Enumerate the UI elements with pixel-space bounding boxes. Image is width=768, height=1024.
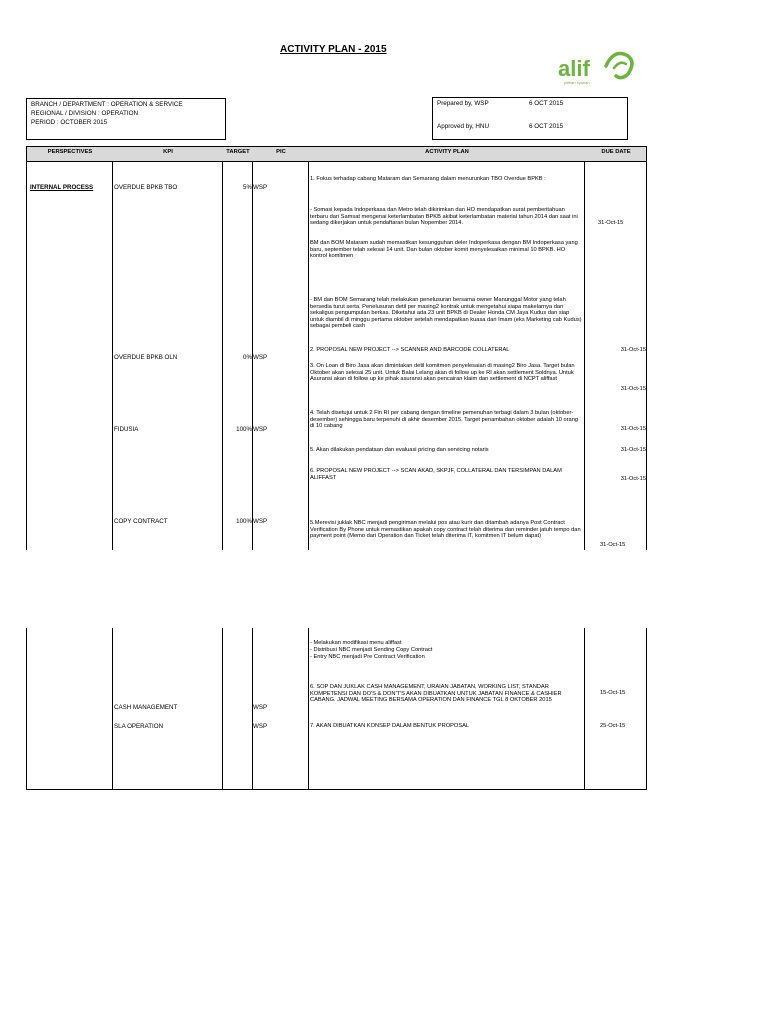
due-date-5: 31-Oct-15 <box>620 447 646 453</box>
target-overdue-bpkb-tbo: 5% <box>243 184 252 191</box>
activity-10: 5.Merevisi juklak NBC menjadi pengiriman melalui pos atau kurir dan ditambah adanya Post Contract Verification By Phone untuk memastikan apakah copy contract telah diterima dan reminder jatuh tempo dan payment point (Memo dari Operation dan Ticket telah diterima IT, komitmen IT belum dapat) <box>310 520 581 540</box>
approved-by: Approved by, HNU <box>437 123 490 130</box>
due-date-4: 31-Oct-15 <box>620 426 646 432</box>
col-due-date: DUE DATE <box>601 149 631 155</box>
activity-6: 3. On Loan di Biro Jasa akan dimintakan detil komitmen penyelesaian di masing2 Biro Jasa. Target bulan Oktober akan selesai 25 unit. Untuk Balai Lelang akan di follow up ke RI akan settlement Soldnya. Untuk Asuransi akan di follow up ke pihak asuransi akan pencairan klaim dan settlement di NCPT aliffast <box>310 363 575 383</box>
due-date-7: 31-Oct-15 <box>600 542 626 548</box>
activity-2: - Somasi kepada Indoperkasa dan Metro telah dikirimkan dan HO mendapatkan surat pemberitahuan terbaru dari Samsat mengenai keterlambatan BPKB akibat keterlambatan material tahun 2014 dan saat ini sedang dikerjakan untuk pendaftaran bulan Nopember 2014. <box>310 207 578 227</box>
branch-label: BRANCH / DEPARTMENT : OPERATION & SERVICE <box>31 101 183 108</box>
due-date-6: 31-Oct-15 <box>620 476 646 482</box>
due-date-3: 31-Oct-15 <box>620 386 646 392</box>
col-kpi: KPI <box>163 149 173 155</box>
activity-12: - Distribusi NBC menjadi Sending Copy Contract <box>310 647 433 653</box>
due-date-9: 25-Oct-15 <box>600 723 626 729</box>
table-header <box>26 146 647 162</box>
activity-11: - Melakukan modifikasi menu aliffast <box>310 640 402 646</box>
col-perspectives: PERSPECTIVES <box>47 149 93 155</box>
activity-8: 5. Akan dilakukan pendataan dan evaluasi pricing dan servicing notaris <box>310 447 489 453</box>
alif-logo <box>556 46 638 88</box>
prepared-by: Prepared by, WSP <box>437 100 489 107</box>
col-activity-plan: ACTIVITY PLAN <box>425 149 469 155</box>
pic-overdue-bpkb-tbo: WSP <box>253 184 268 191</box>
activity-3: BM dan BOM Mataram sudah memastikan kesungguhan deler Indoperkasa dengan BM Indoperkasa yang baru, september telah selesai 14 unit. Dan bulan oktober komit menyelesaikan minimal 10 BPKB. HO kontrol komitmen <box>310 240 578 260</box>
pic-fidusia: WSP <box>253 426 268 433</box>
target-overdue-bpkb-oln: 0% <box>243 354 252 361</box>
due-date-2: 31-Oct-15 <box>620 347 646 353</box>
activity-5: 2. PROPOSAL NEW PROJECT --> SCANNER AND BARCODE COLLATERAL <box>310 347 510 353</box>
pic-cash-management: WSP <box>253 704 268 711</box>
target-copy-contract: 100% <box>236 518 252 525</box>
kpi-overdue-bpkb-tbo: OVERDUE BPKB TBO <box>114 184 178 191</box>
pic-sla-operation: WSP <box>253 723 268 730</box>
col-pic: PIC <box>276 149 286 155</box>
activity-1: 1. Fokus terhadap cabang Mataram dan Semarang dalam menurunkan TBO Overdue BPKB : <box>310 176 546 182</box>
kpi-overdue-bpkb-oln: OVERDUE BPKB OLN <box>114 354 178 361</box>
kpi-sla-operation: SLA OPERATION <box>114 723 164 730</box>
activity-9: 6. PROPOSAL NEW PROJECT --> SCAN AKAD, SKPJF, COLLATERAL DAN TERSIMPAN DALAM ALIFFAST <box>310 468 562 481</box>
activity-4: - BM dan BOM Semarang telah melakukan penelusuran bersama owner Manunggal Motor yang telah bersedia turut serta. Penelusuran detil per masing2 kontrak untuk mengetahui siapa makelarnya dan sekaligus pengumpulan berkas. Diketahui ada 23 unit BPKB di Dealer Honda CM Jaya Kudus dan siap untuk diambil di minggu pertama oktober setelah mendapatkan kuasa dari Imam (eks Marketing cab Kudus) sebagai pembeli cash <box>310 297 582 330</box>
logo-wordmark: alif <box>558 56 590 81</box>
target-fidusia: 100% <box>236 426 252 433</box>
approved-date: 6 OCT 2015 <box>529 123 564 130</box>
due-date-8: 15-Oct-15 <box>600 690 626 696</box>
due-date-1: 31-Oct-15 <box>598 220 624 226</box>
kpi-cash-management: CASH MANAGEMENT <box>114 704 178 711</box>
pic-copy-contract: WSP <box>253 518 268 525</box>
kpi-copy-contract: COPY CONTRACT <box>114 518 168 525</box>
approval-box <box>432 97 628 140</box>
kpi-fidusia: FIDUSIA <box>114 426 139 433</box>
logo-tagline: pilihan syariah <box>564 80 590 85</box>
period-label: PERIOD : OCTOBER 2015 <box>31 119 108 126</box>
document-title: ACTIVITY PLAN - 2015 <box>280 44 387 55</box>
pic-overdue-bpkb-oln: WSP <box>253 354 268 361</box>
prepared-date: 6 OCT 2015 <box>529 100 564 107</box>
activity-7: 4. Telah disetujui untuk 2 Fin RI per cabang dengan timeline pemenuhan terbagi dalam 3 bulan (oktober-desember) sehingga baru terpenuhi di akhir desember 2015. Target penambahan oktober adalah 10 orang di 10 cabang <box>310 410 579 430</box>
activity-15: 7. AKAN DIBUATKAN KONSEP DALAM BENTUK PROPOSAL <box>310 723 470 729</box>
regional-label: REGIONAL / DIVISION : OPERATION <box>31 110 139 117</box>
activity-13: - Entry NBC menjadi Pre Contract Verification <box>310 654 425 660</box>
perspective-internal-process: INTERNAL PROCESS <box>30 184 94 191</box>
activity-14: 6. SOP DAN JUKLAK CASH MANAGEMENT, URAIAN JABATAN, WORKING LIST, STANDAR KOMPETENSI DAN DO'S & DON'T'S AKAN DIBUATKAN UNTUK JABATAN FINANCE & CASHIER CABANG. JADWAL MEETING BERSAMA OPERATION DAN FINANCE TGL 8 OKTOBER 2015 <box>310 684 562 704</box>
col-target: TARGET <box>226 149 250 155</box>
branch-info-box <box>26 98 226 140</box>
